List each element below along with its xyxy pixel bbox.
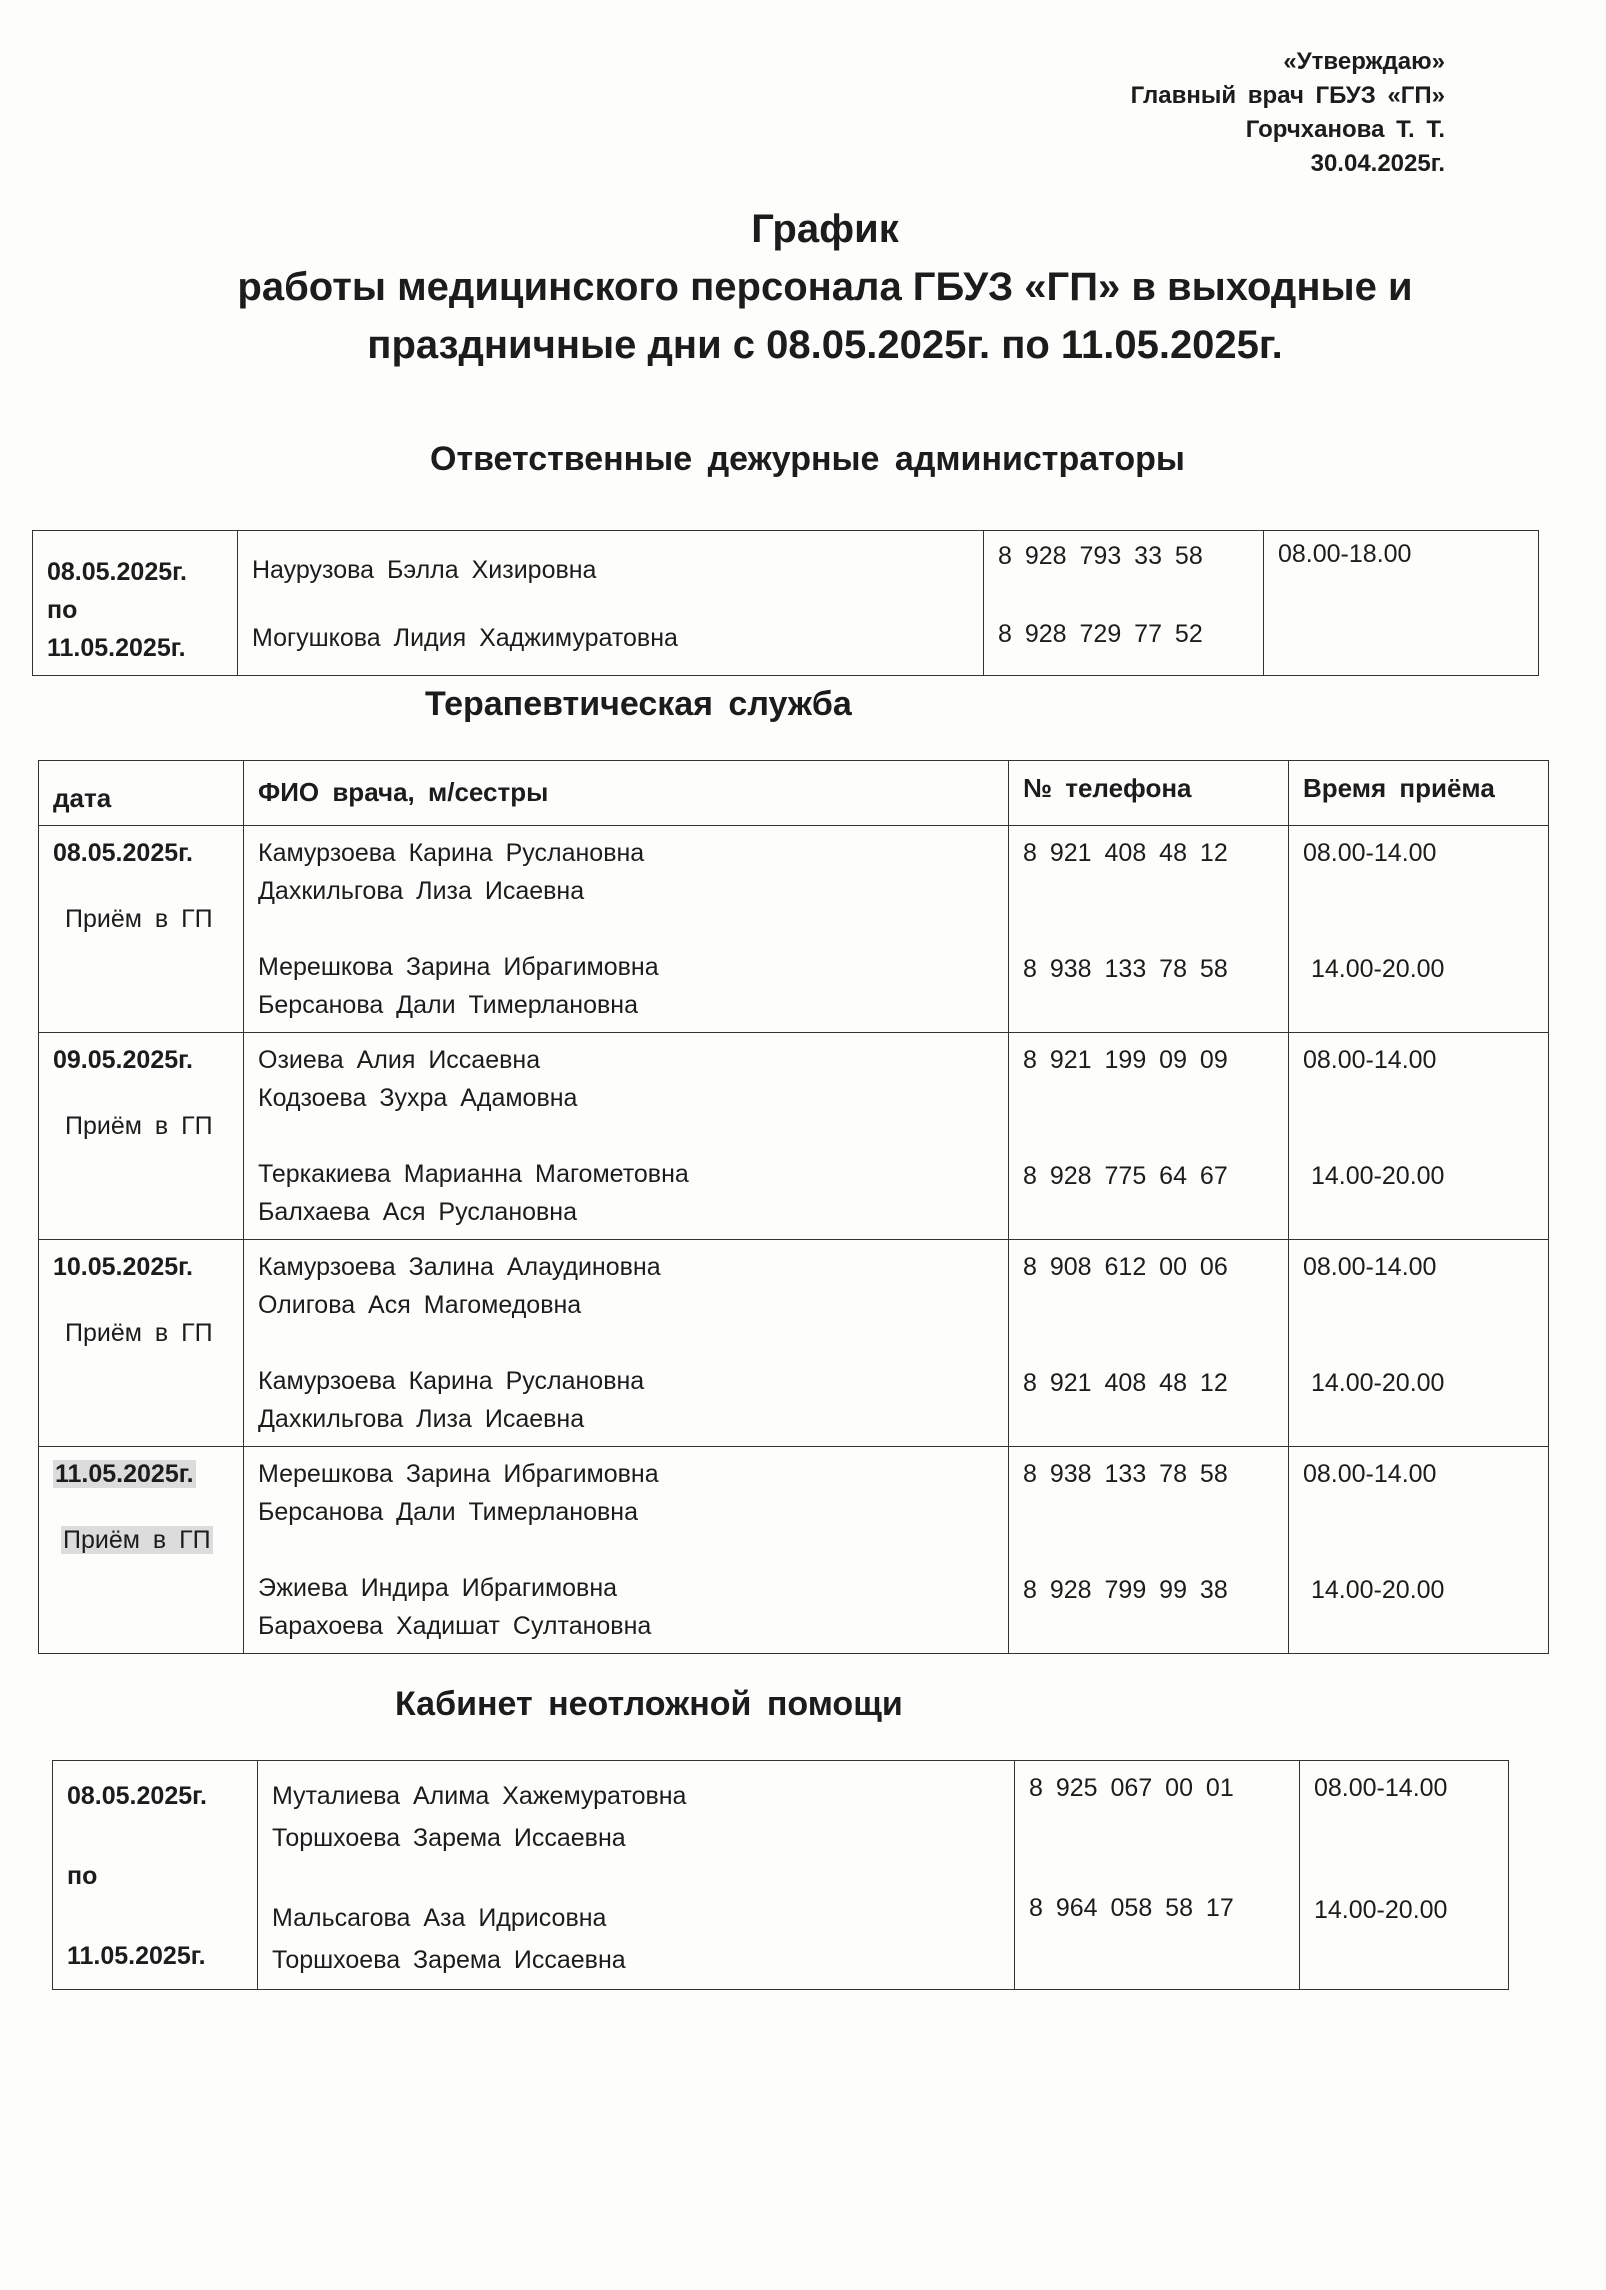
row-place: Приём в ГП [63,1526,211,1554]
urgent-phones-cell [1015,1761,1300,1990]
time-range: 08.00-18.00 [1278,540,1412,568]
time-cell [1289,826,1549,1033]
date-from: 08.05.2025г. [47,558,187,586]
phone-number: 8 928 729 77 52 [998,620,1203,648]
staff-name: Берсанова Дали Тимерлановна [258,1498,638,1526]
row-place: Приём в ГП [65,1112,213,1140]
time-range: 14.00-20.00 [1311,1162,1445,1190]
admin-name: Наурузова Бэлла Хизировна [252,556,597,584]
admins-date-cell [33,531,238,676]
staff-name: Кодзоева Зухра Адамовна [258,1084,578,1112]
row-date: 09.05.2025г. [53,1046,193,1074]
phone-number: 8 938 133 78 58 [1023,955,1228,983]
table-row [39,1240,1549,1447]
phones-cell [1009,1033,1289,1240]
date-sep: по [47,596,78,624]
time-cell [1289,1033,1549,1240]
phone-number: 8 908 612 00 06 [1023,1253,1228,1281]
row-place: Приём в ГП [65,905,213,933]
urgent-time-cell [1300,1761,1509,1990]
approval-signer: Горчханова Т. Т. [1245,116,1445,143]
row-date: 11.05.2025г. [55,1460,194,1488]
urgent-names-cell [258,1761,1015,1990]
staff-name: Муталиева Алима Хажемуратовна [272,1782,687,1810]
staff-name: Балхаева Ася Руслановна [258,1198,578,1226]
staff-name: Дахкильгова Лиза Исаевна [258,1405,585,1433]
urgent-date-cell [53,1761,258,1990]
admins-heading: Ответственные дежурные администраторы [430,440,1185,478]
table-row [53,1761,1509,1990]
approval-date: 30.04.2025г. [1310,150,1445,177]
column-header-phone: № телефона [1009,761,1289,826]
staff-name: Озиева Алия Иссаевна [258,1046,541,1074]
phone-number: 8 921 408 48 12 [1023,839,1228,867]
staff-name: Торшхоева Зарема Иссаевна [272,1824,626,1852]
staff-name: Теркакиева Марианна Магометовна [258,1160,689,1188]
staff-name: Камурзоева Залина Алаудиновна [258,1253,661,1281]
staff-name: Дахкильгова Лиза Исаевна [258,877,585,905]
row-date: 08.05.2025г. [53,839,193,867]
phone-number: 8 921 408 48 12 [1023,1369,1228,1397]
time-range: 08.00-14.00 [1303,1046,1437,1074]
table-row [39,826,1549,1033]
time-cell [1289,1447,1549,1654]
date-to: 11.05.2025г. [67,1942,206,1970]
column-header-time: Время приёма [1289,761,1549,826]
time-range: 08.00-14.00 [1314,1774,1448,1802]
title-line-3: праздничные дни с 08.05.2025г. по 11.05.2025г. [367,323,1283,367]
phones-cell [1009,826,1289,1033]
names-cell [244,826,1009,1033]
table-row [39,1447,1549,1654]
date-cell [39,1033,244,1240]
date-from: 08.05.2025г. [67,1782,207,1810]
time-range: 14.00-20.00 [1311,1369,1445,1397]
admin-name: Могушкова Лидия Хаджимуратовна [252,624,678,652]
time-range: 08.00-14.00 [1303,839,1437,867]
time-range: 14.00-20.00 [1311,1576,1445,1604]
staff-name: Берсанова Дали Тимерлановна [258,991,638,1019]
staff-name: Камурзоева Карина Руслановна [258,839,645,867]
therapy-table [38,760,1549,1654]
date-to: 11.05.2025г. [47,634,186,662]
staff-name: Мерешкова Зарина Ибрагимовна [258,1460,659,1488]
urgent-table [52,1760,1509,1990]
staff-name: Олигова Ася Магомедовна [258,1291,582,1319]
phones-cell [1009,1447,1289,1654]
phone-number: 8 928 775 64 67 [1023,1162,1228,1190]
admins-time-cell [1264,531,1539,676]
names-cell [244,1240,1009,1447]
phone-number: 8 928 793 33 58 [998,542,1203,570]
date-cell [39,1447,244,1654]
names-cell [244,1447,1009,1654]
title-line-1: График [751,207,899,251]
phone-number: 8 938 133 78 58 [1023,1460,1228,1488]
phone-number: 8 928 799 99 38 [1023,1576,1228,1604]
time-range: 14.00-20.00 [1311,955,1445,983]
approval-line: «Утверждаю» [1283,48,1445,75]
admins-phones-cell [984,531,1264,676]
phone-number: 8 921 199 09 09 [1023,1046,1228,1074]
phone-number: 8 925 067 00 01 [1029,1774,1234,1802]
staff-name: Мальсагова Аза Идрисовна [272,1904,607,1932]
date-cell [39,826,244,1033]
names-cell [244,1033,1009,1240]
time-range: 08.00-14.00 [1303,1253,1437,1281]
staff-name: Мерешкова Зарина Ибрагимовна [258,953,659,981]
table-row [33,531,1539,676]
row-date: 10.05.2025г. [53,1253,193,1281]
admins-names-cell [238,531,984,676]
date-sep: по [67,1862,98,1890]
date-cell [39,1240,244,1447]
staff-name: Камурзоева Карина Руслановна [258,1367,645,1395]
time-range: 14.00-20.00 [1314,1896,1448,1924]
time-range: 08.00-14.00 [1303,1460,1437,1488]
staff-name: Эжиева Индира Ибрагимовна [258,1574,618,1602]
staff-name: Торшхоева Зарема Иссаевна [272,1946,626,1974]
table-header-row [39,761,1549,826]
column-header-name: ФИО врача, м/сестры [244,761,1009,826]
approval-block [1000,45,1445,181]
phone-number: 8 964 058 58 17 [1029,1894,1234,1922]
table-row [39,1033,1549,1240]
column-header-date: дата [39,761,244,826]
row-place: Приём в ГП [65,1319,213,1347]
title-line-2: работы медицинского персонала ГБУЗ «ГП» в выходные и [237,265,1413,309]
staff-name: Барахоева Хадишат Султановна [258,1612,652,1640]
admins-table [32,530,1539,676]
approval-position: Главный врач ГБУЗ «ГП» [1130,82,1445,109]
therapy-heading: Терапевтическая служба [425,685,852,723]
time-cell [1289,1240,1549,1447]
document-title [160,200,1490,374]
urgent-heading: Кабинет неотложной помощи [395,1685,903,1723]
phones-cell [1009,1240,1289,1447]
